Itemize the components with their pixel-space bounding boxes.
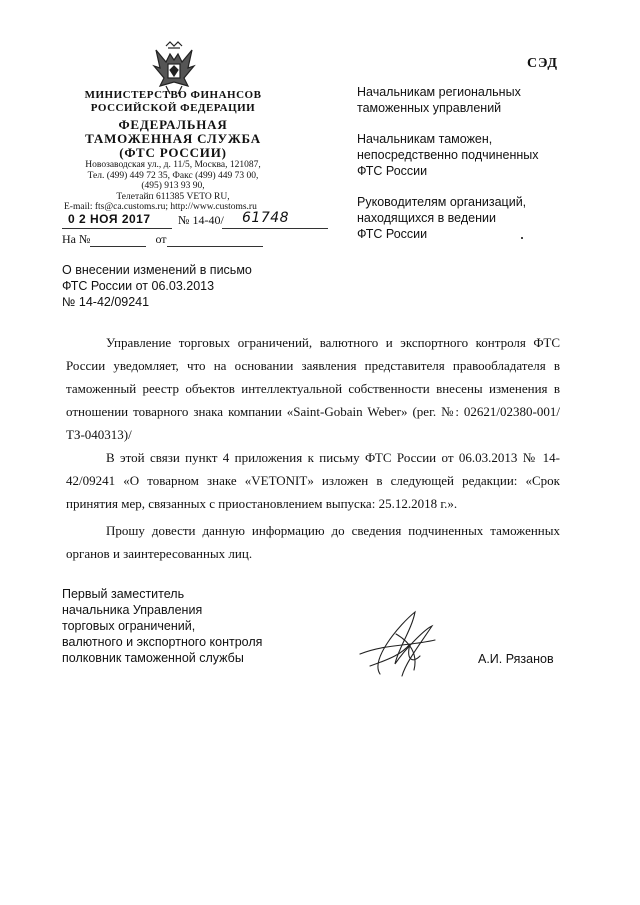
recipient-line: Руководителям организаций,: [357, 195, 527, 209]
handwritten-signature: [340, 604, 470, 684]
doc-number-label: № 14-40/: [178, 213, 224, 227]
reply-reference: [62, 232, 263, 247]
recipient: [357, 131, 587, 179]
contact-line: Телетайп 611385 VETO RU,: [116, 191, 230, 202]
ministry-name: [62, 89, 284, 115]
recipient-line: ФТС России: [357, 227, 428, 241]
contact-details: [60, 160, 286, 213]
reply-ot-label: от: [155, 232, 167, 246]
recipient-line: таможенных управлений: [357, 101, 502, 115]
signatory-line: валютного и экспортного контроля: [62, 635, 263, 649]
recipient-line: Начальникам таможен,: [357, 132, 493, 146]
signatory-line: торговых ограничений,: [62, 619, 196, 633]
contact-line: Новозаводская ул., д. 11/5, Москва, 121087,: [85, 160, 261, 170]
letter-body: [66, 331, 560, 565]
contact-line: E-mail: fts@ca.customs.ru; http://www.customs.ru: [64, 202, 257, 212]
reply-na-label: На №: [62, 232, 91, 246]
letter-subject: [62, 262, 252, 310]
number-underline: [222, 228, 328, 229]
body-paragraph: Управление торговых ограничений, валютного и экспортного контроля ФТС России уведомляет, что на основании заявления представителя правообладателя в таможенный реестр объектов интеллектуальной собственности внесены изменения в отношении товарного знака компании «Saint-Gobain Weber» (рег. №: 02621/02380-001/ТЗ-040313)/: [66, 335, 560, 442]
contact-line: Тел. (499) 449 72 35, Факс (499) 449 73 00,: [87, 170, 259, 181]
agency-name: [62, 118, 284, 160]
recipient-line: находящихся в ведении: [357, 211, 496, 225]
ministry-line: МИНИСТЕРСТВО ФИНАНСОВ: [84, 89, 262, 101]
reply-date-blank: [167, 234, 263, 247]
signatory-line: начальника Управления: [62, 603, 203, 617]
body-paragraph: Прошу довести данную информацию до сведения подчиненных таможенных органов и заинтересованных лиц.: [66, 523, 560, 561]
recipient-line: Начальникам региональных: [357, 85, 521, 99]
date-stamp: 0 2 НОЯ 2017: [68, 212, 151, 226]
recipients-block: [357, 84, 587, 257]
ministry-line: РОССИЙСКОЙ ФЕДЕРАЦИИ: [90, 102, 256, 114]
subject-line: ФТС России от 06.03.2013: [62, 279, 215, 293]
doc-number-handwritten: 61748: [242, 210, 290, 226]
document-mark: СЭД: [526, 56, 558, 71]
signatory-title: [62, 586, 262, 666]
subject-line: О внесении изменений в письмо: [62, 263, 252, 277]
signatory-line: полковник таможенной службы: [62, 651, 244, 665]
body-paragraph: В этой связи пункт 4 приложения к письму ФТС России от 06.03.2013 № 14-42/09241 «О товарном знаке «VETONIT» изложен в следующей редакции: «Срок принятия мер, связанных с приостановлением выпуска: 25.12.2018 г.».: [66, 450, 560, 511]
reply-number-blank: [90, 234, 146, 247]
signatory-line: Первый заместитель: [62, 587, 185, 601]
recipient: [357, 194, 587, 242]
recipient: [357, 84, 587, 116]
scan-speck: [521, 237, 523, 239]
recipient-line: непосредственно подчиненных: [357, 148, 539, 162]
date-underline: [62, 228, 172, 229]
contact-line: (495) 913 93 90,: [141, 181, 205, 191]
agency-line: ФЕДЕРАЛЬНАЯ: [118, 117, 228, 132]
signer-name: А.И. Рязанов: [478, 652, 554, 666]
recipient-line: ФТС России: [357, 164, 428, 178]
agency-line: (ФТС РОССИИ): [119, 145, 227, 160]
agency-line: ТАМОЖЕННАЯ СЛУЖБА: [85, 131, 261, 146]
subject-line: № 14-42/09241: [62, 295, 150, 309]
